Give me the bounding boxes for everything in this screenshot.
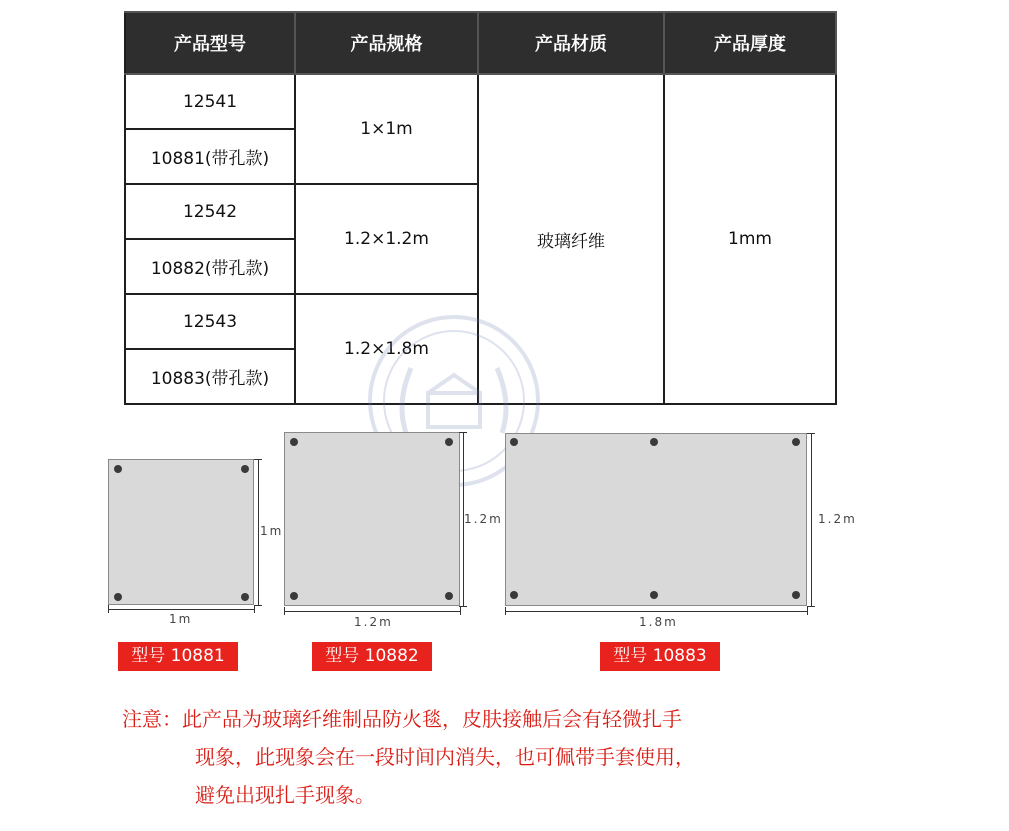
width-label: 1.8m [639, 615, 678, 629]
table-row [125, 74, 836, 129]
height-dimension-line [258, 459, 259, 606]
model-cell: 10881(带孔款) [125, 129, 295, 184]
hole-icon [650, 438, 658, 446]
table-header-row [125, 12, 836, 74]
height-label: 1.2m [818, 512, 857, 526]
spec-cell: 1×1m [295, 74, 478, 184]
spec-cell: 1.2×1.8m [295, 294, 478, 404]
material-cell: 玻璃纤维 [478, 74, 664, 404]
model-cell: 12543 [125, 294, 295, 349]
hole-icon [650, 591, 658, 599]
width-dimension-line [505, 611, 808, 612]
dimension-tick [459, 432, 467, 433]
dimension-tick [807, 433, 815, 434]
model-cell: 10882(带孔款) [125, 239, 295, 294]
hole-icon [290, 438, 298, 446]
model-cell: 10883(带孔款) [125, 349, 295, 404]
panel-sheet [284, 432, 460, 606]
width-dimension-line [284, 611, 461, 612]
hole-icon [510, 591, 518, 599]
dimension-tick [284, 607, 285, 615]
hole-icon [114, 465, 122, 473]
model-cell: 12541 [125, 74, 295, 129]
dimension-tick [460, 607, 461, 615]
hole-icon [241, 465, 249, 473]
width-label: 1m [169, 612, 193, 626]
dimension-tick [505, 607, 506, 615]
hole-icon [445, 592, 453, 600]
header-spec: 产品规格 [295, 12, 478, 74]
panel-sheet [505, 433, 807, 606]
height-label: 1.2m [464, 512, 503, 526]
dimension-tick [108, 605, 109, 613]
spec-cell: 1.2×1.2m [295, 184, 478, 294]
dimension-tick [254, 459, 262, 460]
model-badge: 型号 10882 [312, 642, 432, 671]
width-label: 1.2m [354, 615, 393, 629]
dimension-tick [254, 605, 255, 613]
dimension-tick [807, 607, 808, 615]
header-model: 产品型号 [125, 12, 295, 74]
hole-icon [445, 438, 453, 446]
header-thickness: 产品厚度 [664, 12, 836, 74]
dimension-tick [807, 606, 815, 607]
model-badge: 型号 10883 [600, 642, 720, 671]
thickness-cell: 1mm [664, 74, 836, 404]
hole-icon [114, 593, 122, 601]
panel-sheet [108, 459, 254, 605]
note-line: 避免出现扎手现象。 [195, 783, 375, 807]
note-line: 注意：此产品为玻璃纤维制品防火毯，皮肤接触后会有轻微扎手 [122, 707, 682, 731]
note-line: 现象，此现象会在一段时间内消失，也可佩带手套使用， [195, 745, 695, 769]
hole-icon [792, 438, 800, 446]
dimension-tick [254, 605, 262, 606]
hole-icon [241, 593, 249, 601]
hole-icon [792, 591, 800, 599]
height-dimension-line [811, 433, 812, 607]
header-material: 产品材质 [478, 12, 664, 74]
height-label: 1m [260, 524, 284, 538]
width-dimension-line [108, 609, 255, 610]
hole-icon [510, 438, 518, 446]
model-badge: 型号 10881 [118, 642, 238, 671]
model-cell: 12542 [125, 184, 295, 239]
hole-icon [290, 592, 298, 600]
